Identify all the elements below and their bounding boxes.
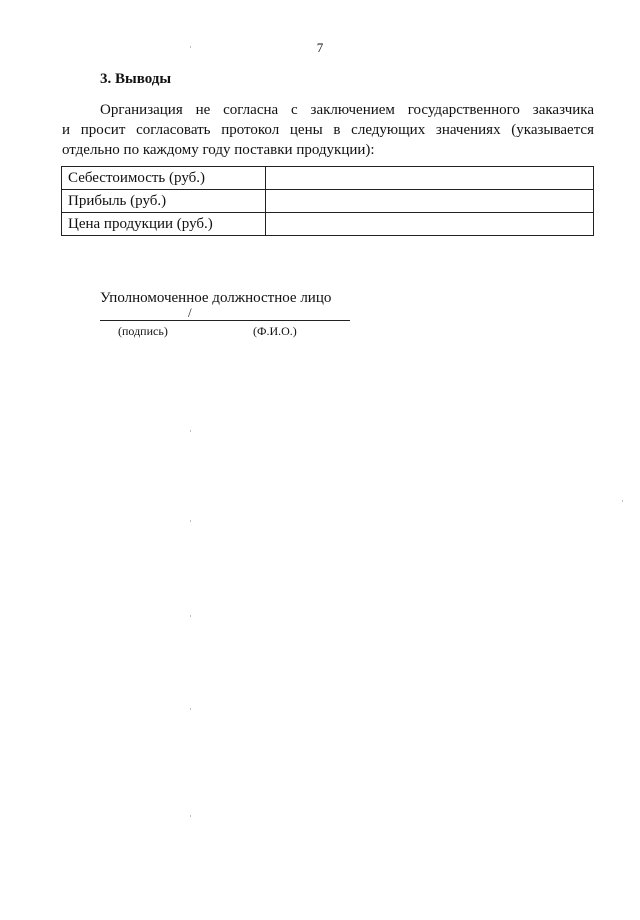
table-cell-label: Прибыль (руб.): [62, 190, 266, 213]
page-number: 7: [316, 40, 324, 55]
conclusion-paragraph: [62, 100, 594, 160]
section-heading: 3. Выводы: [100, 71, 172, 87]
signature-separator: /: [188, 305, 192, 320]
scan-speck: [190, 708, 191, 710]
signatory-title: Уполномоченное должностное лицо: [100, 290, 332, 306]
table-row: [62, 167, 594, 190]
price-table: [61, 166, 594, 236]
paragraph-line-3: отдельно по каждому году поставки продукции):: [62, 142, 375, 158]
table-cell-value: [266, 167, 594, 190]
table-row: [62, 213, 594, 236]
table-cell-label: Себестоимость (руб.): [62, 167, 266, 190]
table-cell-label: Цена продукции (руб.): [62, 213, 266, 236]
scan-speck: [190, 520, 191, 522]
scan-speck: [622, 500, 623, 502]
table-cell-value: [266, 190, 594, 213]
paragraph-line-2: и просит согласовать протокол цены в следующих значениях (указывается: [62, 122, 594, 138]
scan-speck: [190, 815, 191, 817]
signature-caption: (подпись): [118, 324, 168, 338]
signature-line: [100, 320, 350, 321]
table-row: [62, 190, 594, 213]
name-caption: (Ф.И.О.): [253, 324, 297, 338]
scan-speck: [190, 430, 191, 432]
scan-speck: [190, 615, 191, 617]
paragraph-line-1-text: Организация не согласна с заключением государственного заказчика: [100, 102, 594, 118]
paragraph-line-1: [62, 100, 594, 120]
scan-speck: [190, 46, 191, 48]
table-cell-value: [266, 213, 594, 236]
